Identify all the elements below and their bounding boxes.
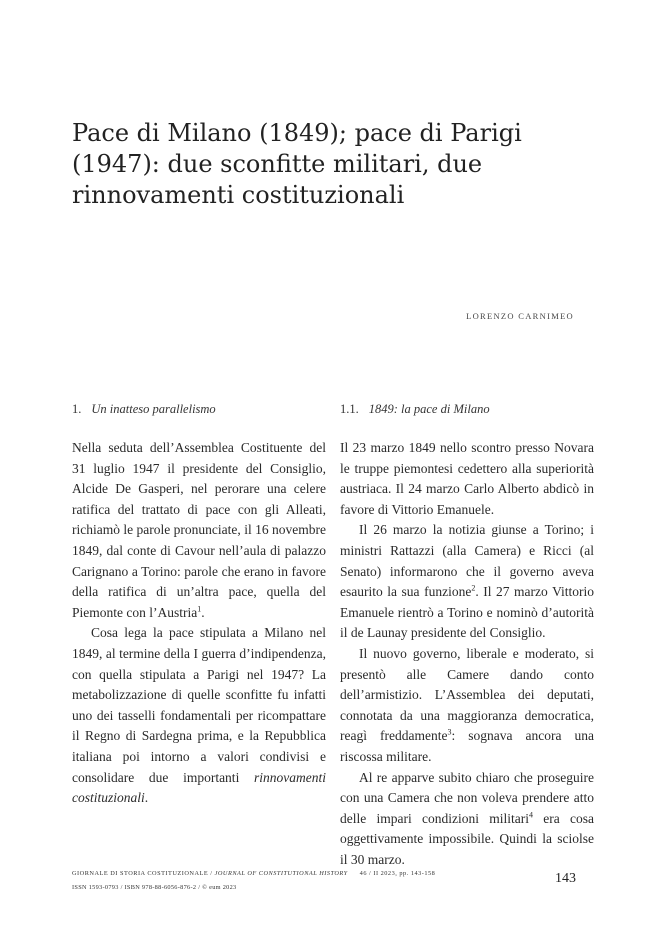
footnote-ref[interactable]: 2 bbox=[471, 583, 476, 593]
journal-name: GIORNALE DI STORIA COSTITUZIONALE / bbox=[72, 870, 215, 877]
journal-name-english: JOURNAL OF CONSTITUTIONAL HISTORY bbox=[214, 870, 348, 877]
section-heading-1 bbox=[72, 402, 216, 417]
footer-issn-line: ISSN 1593-0793 / ISBN 978-88-6056-876-2 / © eum 2023 bbox=[72, 884, 237, 891]
footnote-ref[interactable]: 1 bbox=[197, 604, 202, 614]
section-heading-1-1 bbox=[340, 402, 490, 417]
page-number: 143 bbox=[555, 871, 576, 886]
issue-info: 46 / II 2023, pp. 143-158 bbox=[359, 870, 436, 877]
paragraph: Il nuovo governo, liberale e moderato, si presentò alle Camere dando conto dell’armistizio. L’Assemblea dei deputati, connotata da una maggioranza democratica, reagì freddamente$^3$: sognava ancora una riscossa militare. bbox=[340, 645, 594, 764]
right-column bbox=[340, 438, 594, 870]
paragraph: Nella seduta dell’Assemblea Costituente del 31 luglio 1947 il presidente del Consiglio, Alcide De Gasperi, nel perorare una celere ratifica del trattato di pace con gli Alleati, richiamò le parole pronunciate, il 16 novembre 1849, dal conte di Cavour nell’aula di palazzo Carignano a Torino: parole che erano in favore della ratifica di un’altra pace, quella del Piemonte con l’Austria$^1$. bbox=[72, 440, 326, 620]
paragraph: Al re apparve subito chiaro che proseguire con una Camera che non voleva prendere atto delle impari condizioni militari$^4$ era cosa oggettivamente impossibile. Quindi la sciolse il 30 marzo. bbox=[340, 769, 594, 867]
article-author: LORENZO CARNIMEO bbox=[466, 311, 574, 321]
section-title: Un inatteso parallelismo bbox=[91, 402, 216, 416]
paragraph: Il 23 marzo 1849 nello scontro presso Novara le truppe piemontesi cedettero alla superiorità austriaca. Il 24 marzo Carlo Alberto abdicò in favore di Vittorio Emanuele. bbox=[340, 440, 594, 517]
paragraph: Il 26 marzo la notizia giunse a Torino; i ministri Rattazzi (alla Camera) e Ricci (al Senato) informarono che il governo aveva esaurito la sua funzione$^2$. Il 27 marzo Vittorio Emanuele rientrò a Torino e nominò d’autorità il de Launay presidente del Consiglio. bbox=[340, 522, 595, 641]
subsection-number: 1.1. bbox=[340, 402, 359, 416]
footnote-ref[interactable]: 3 bbox=[447, 727, 452, 737]
left-column bbox=[72, 438, 326, 809]
footnote-ref[interactable]: 4 bbox=[529, 810, 533, 820]
article-title: Pace di Milano (1849); pace di Parigi (1947): due sconfitte militari, due rinnovamenti costituzionali bbox=[72, 119, 522, 209]
footer-journal-line bbox=[72, 870, 435, 877]
paragraph: Cosa lega la pace stipulata a Milano nel 1849, al termine della I guerra d’indipendenza, con quella stipulata a Parigi nel 1947? La metabolizzazione di quelle sconfitte fu infatti uno dei tasselli fondamentali per ricompattare il Regno di Sardegna prima, e la Repubblica italiana poi intorno a valori condivisi e consolidare due importanti rinnovamenti costituzionali. bbox=[72, 625, 326, 806]
italic-phrase: rinnovamenti costituzionali bbox=[72, 769, 326, 806]
section-number: 1. bbox=[72, 402, 82, 416]
subsection-title: 1849: la pace di Milano bbox=[368, 402, 490, 416]
